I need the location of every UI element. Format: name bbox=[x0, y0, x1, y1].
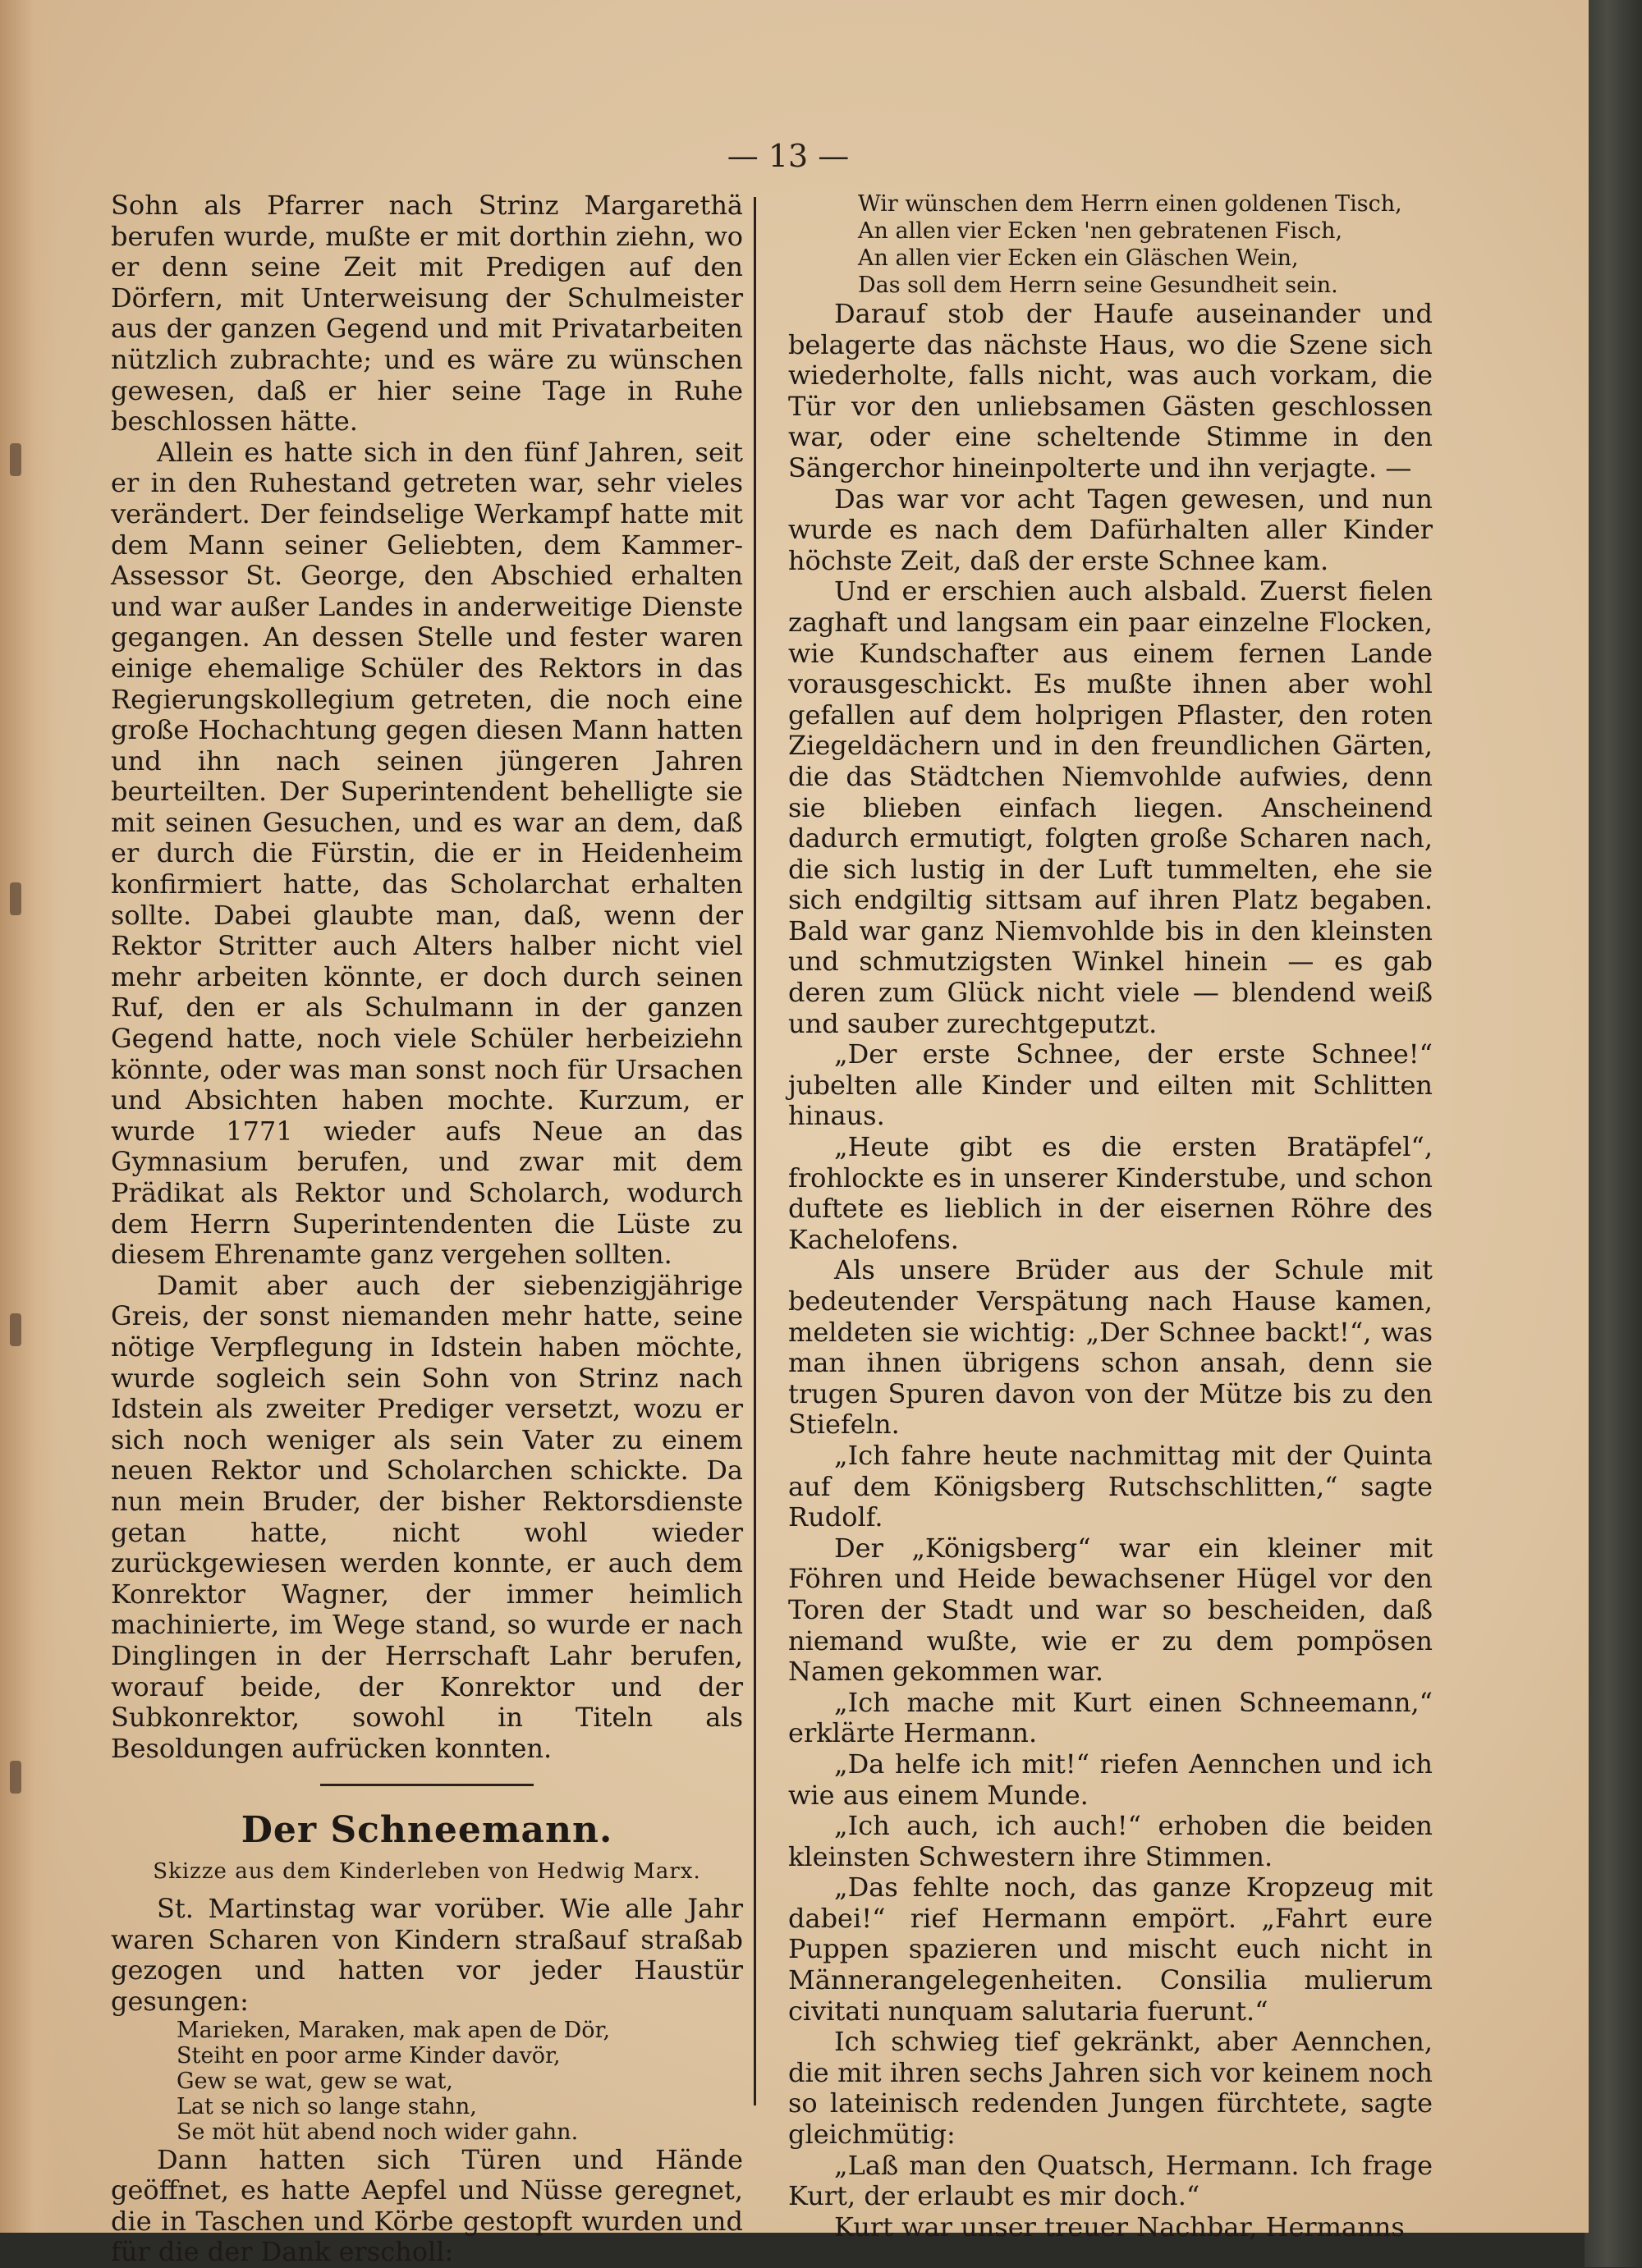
paragraph: Kurt war unser treuer Nachbar, Hermanns bbox=[834, 2211, 1405, 2243]
paragraph: Dann hatten sich Türen und Hände geöffnet, es hatte Aepfel und Nüsse geregnet, die in Taschen und Körbe gestopft wurden und für die der Dank erscholl: bbox=[111, 2143, 743, 2268]
paragraph: Als unsere Brüder aus der Schule mit bedeutender Verspätung nach Hause kamen, meldeten sie wichtig: „Der Schnee backt!“, was man ihnen übrigens schon ansah, denn sie trugen Spuren davon von der Mütze bis zu den Stiefeln. bbox=[788, 1254, 1433, 1441]
paragraph: Das war vor acht Tagen gewesen, und nun wurde es nach dem Dafürhalten aller Kinder höchste Zeit, daß der erste Schnee kam. bbox=[788, 483, 1433, 576]
paragraph: „Ich fahre heute nachmittag mit der Quinta auf dem Königsberg Rutschschlitten,“ sagte Rudolf. bbox=[788, 1439, 1433, 1533]
verse: Wir wünschen dem Herrn einen goldenen Tisch, An allen vier Ecken 'nen gebratenen Fisch, An allen vier Ecken ein Gläschen Wein, Das soll dem Herrn seine Gesundheit sein. bbox=[858, 191, 1402, 298]
binding-mark bbox=[10, 1761, 21, 1794]
column-divider bbox=[754, 197, 756, 2105]
page-gutter bbox=[0, 0, 57, 2233]
paragraph: „Heute gibt es die ersten Bratäpfel“, frohlockte es in unserer Kinderstube, und schon duftete es lieblich in der eisernen Röhre des Kachelofens. bbox=[788, 1131, 1433, 1255]
paragraph: Darauf stob der Haufe auseinander und belagerte das nächste Haus, wo die Szene sich wiederholte, falls nicht, was auch vorkam, die Tür vor den unliebsamen Gästen geschlossen war, oder eine scheltende Stimme in den Sängerchor hineinpolterte und ihn verjagte. — bbox=[788, 298, 1433, 483]
binding-mark bbox=[10, 1313, 21, 1346]
paragraph: „Da helfe ich mit!“ riefen Aennchen und ich wie aus einem Munde. bbox=[788, 1748, 1433, 1811]
binding-mark bbox=[10, 882, 21, 915]
paragraph: „Das fehlte noch, das ganze Kropzeug mit dabei!“ rief Hermann empört. „Fahrt eure Puppen spazieren und mischt euch nicht in Männerangelegenheiten. Consilia mulierum civitati nunquam salutaria fuerunt.“ bbox=[788, 1872, 1433, 2027]
book-cover-edge bbox=[1585, 0, 1642, 2267]
verse: Marieken, Maraken, mak apen de Dör, Steiht en poor arme Kinder davör, Gew se wat, gew se wat, Lat se nich so lange stahn, Se möt hüt abend noch wider gahn. bbox=[177, 2017, 611, 2145]
paragraph: Ich schwieg tief gekränkt, aber Aennchen, die mit ihren sechs Jahren sich vor keinem noch so lateinisch redenden Jungen fürchtete, sagte gleichmütig: bbox=[788, 2026, 1433, 2151]
paragraph: „Ich auch, ich auch!“ erhoben die beiden kleinsten Schwestern ihre Stimmen. bbox=[788, 1810, 1433, 1872]
page-number: — 13 — bbox=[727, 138, 850, 174]
paragraph: Allein es hatte sich in den fünf Jahren, seit er in den Ruhestand getreten war, sehr vieles verändert. Der feindselige Werkampf hatte mit dem Mann seiner Geliebten, dem Kammer-Assessor St. George, den Abschied erhalten und war außer Landes in anderweitige Dienste gegangen. An dessen Stelle und fester waren einige ehemalige Schüler des Rektors in das Regierungskollegium getreten, die noch eine große Hochachtung gegen diesen Mann hatten und ihn nach seinen jüngeren Jahren beurteilten. Der Superintendent behelligte sie mit seinen Gesuchen, und es war an dem, daß er durch die Fürstin, die er in Heidenheim konfirmiert hatte, das Scholarchat erhalten sollte. Dabei glaubte man, daß, wenn der Rektor Stritter auch Alters halber nicht viel mehr arbeiten könnte, er doch durch seinen Ruf, den er als Schulmann in der ganzen Gegend hatte, noch viele Schüler herbeiziehn könnte, oder was man sonst noch für Ursachen und Absichten haben mochte. Kurzum, er wurde 1771 wieder aufs Neue an das Gymnasium berufen, und zwar mit dem Prädikat als Rektor und Scholarch, wodurch dem Herrn Superintendenten die Lüste zu diesem Ehrenamte ganz vergehen sollten. bbox=[111, 436, 743, 1271]
paragraph: Sohn als Pfarrer nach Strinz Margarethä berufen wurde, mußte er mit dorthin ziehn, wo er denn seine Zeit mit Predigen auf den Dörfern, mit Unterweisung der Schulmeister aus der ganzen Gegend und mit Privatarbeiten nützlich zubrachte; und es wäre zu wünschen gewesen, daß er hier seine Tage in Ruhe beschlossen hätte. bbox=[111, 190, 743, 438]
paragraph: „Ich mache mit Kurt einen Schneemann,“ erklärte Hermann. bbox=[788, 1686, 1433, 1749]
paragraph: „Laß man den Quatsch, Hermann. Ich frage Kurt, der erlaubt es mir doch.“ bbox=[788, 2149, 1433, 2212]
binding-mark bbox=[10, 443, 21, 476]
paragraph: St. Martinstag war vorüber. Wie alle Jahr waren Scharen von Kindern straßauf straßab gezogen und hatten vor jeder Haustür gesungen: bbox=[111, 1893, 743, 2018]
paragraph: Damit aber auch der siebenzigjährige Greis, der sonst niemanden mehr hatte, seine nötige Verpflegung in Idstein haben möchte, wurde sogleich sein Sohn von Strinz nach Idstein als zweiter Prediger versetzt, wozu er sich noch weniger als sein Vater zu einem neuen Rektor und Scholarchen schickte. Da nun mein Bruder, der bisher Rektorsdienste getan hatte, nicht wohl wieder zurückgewiesen werden konnte, er auch dem Konrektor Wagner, der immer heimlich machinierte, im Wege stand, so wurde er nach Dinglingen in der Herrschaft Lahr berufen, worauf beide, der Konrektor und der Subkonrektor, sowohl in Titeln als Besoldungen aufrücken konnten. bbox=[111, 1269, 743, 1764]
right-column bbox=[788, 190, 1433, 2243]
article-title: Der Schneemann. bbox=[241, 1809, 613, 1852]
article-subtitle: Skizze aus dem Kinderleben von Hedwig Marx. bbox=[153, 1859, 701, 1885]
paragraph: Und er erschien auch alsbald. Zuerst fielen zaghaft und langsam ein paar einzelne Flocken, wie Kundschafter aus einem fernen Lande vorausgeschickt. Es mußte ihnen aber wohl gefallen auf dem holprigen Pflaster, den roten Ziegeldächern und in den freundlichen Gärten, die das Städtchen Niemvohlde aufwies, denn sie blieben einfach liegen. Anscheinend dadurch ermutigt, folgten große Scharen nach, die sich lustig in der Luft tummelten, ehe sie sich endgiltig sittsam auf ihren Platz begaben. Bald war ganz Niemvohlde bis in den kleinsten und schmutzigsten Winkel hinein — es gab deren zum Glück nicht viele — blendend weiß und sauber zurechtgeputzt. bbox=[788, 575, 1433, 1039]
left-column bbox=[111, 190, 743, 2268]
section-separator bbox=[320, 1784, 534, 1786]
paragraph: Der „Königsberg“ war ein kleiner mit Föhren und Heide bewachsener Hügel vor den Toren der Stadt und war so bescheiden, daß niemand wußte, wie er zu dem pompösen Namen gekommen war. bbox=[788, 1532, 1433, 1688]
paragraph: „Der erste Schnee, der erste Schnee!“ jubelten alle Kinder und eilten mit Schlitten hinaus. bbox=[788, 1038, 1433, 1132]
